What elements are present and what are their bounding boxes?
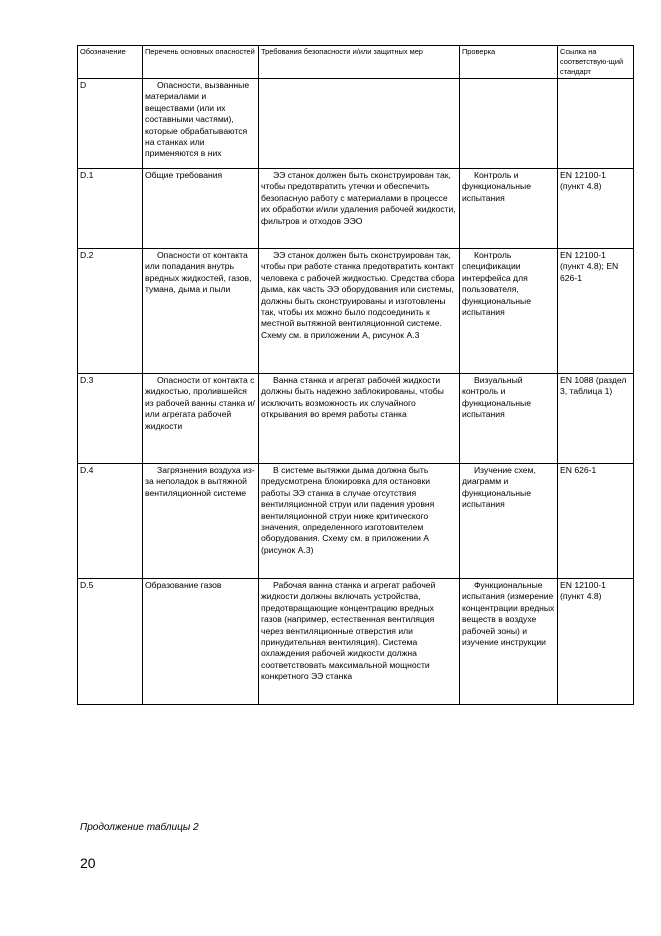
row-verification: Функциональные испытания (измерение концентрации вредных веществ в воздухе рабочей зоны) и изучение инструкции: [460, 579, 558, 705]
header-reference: Ссылка на соответствую-щий стандарт: [558, 46, 634, 79]
table-header-row: [78, 46, 634, 79]
row-reference: EN 12100-1 (пункт 4.8); EN 626-1: [558, 249, 634, 374]
row-code: D.1: [78, 169, 143, 249]
row-reference: EN 1088 (раздел 3, таблица 1): [558, 374, 634, 464]
table-row: [78, 464, 634, 579]
header-hazards: Перечень основных опасностей: [143, 46, 259, 79]
row-code: D.5: [78, 579, 143, 705]
table-row: [78, 79, 634, 169]
safety-requirements-table: [77, 45, 634, 705]
row-hazard: Опасности от контакта или попадания внутрь вредных жидкостей, газов, тумана, дыма и пыли: [143, 249, 259, 374]
header-designation: Обозначение: [78, 46, 143, 79]
header-requirements: Требования безопасности и/или защитных мер: [259, 46, 460, 79]
row-reference: EN 12100-1 (пункт 4.8): [558, 579, 634, 705]
row-code: D.4: [78, 464, 143, 579]
table-continuation-caption: Продолжение таблицы 2: [80, 822, 199, 833]
row-hazard: Общие требования: [143, 169, 259, 249]
row-requirement: ЭЭ станок должен быть сконструирован так, чтобы предотвратить утечки и обеспечить безопасную работу с материалами в процессе их обработки и/или удаления рабочей жидкости, фильтров и отходов ЭЭО: [259, 169, 460, 249]
page-number: 20: [80, 855, 96, 871]
table-row: [78, 374, 634, 464]
row-code: D.2: [78, 249, 143, 374]
row-verification: Изучение схем, диаграмм и функциональные испытания: [460, 464, 558, 579]
row-hazard: Образование газов: [143, 579, 259, 705]
table-row: [78, 249, 634, 374]
row-verification: Визуальный контроль и функциональные испытания: [460, 374, 558, 464]
row-verification: Контроль спецификации интерфейса для пользователя, функциональные испытания: [460, 249, 558, 374]
row-reference: EN 12100-1 (пункт 4.8): [558, 169, 634, 249]
row-hazard: Загрязнения воздуха из-за неполадок в вытяжной вентиляционной системе: [143, 464, 259, 579]
row-reference: EN 626-1: [558, 464, 634, 579]
header-verification: Проверка: [460, 46, 558, 79]
row-code: D.3: [78, 374, 143, 464]
row-hazard: Опасности от контакта с жидкостью, пролившейся из рабочей ванны станка и/или агрегата рабочей жидкости: [143, 374, 259, 464]
row-verification: [460, 79, 558, 169]
row-reference: [558, 79, 634, 169]
row-requirement: Рабочая ванна станка и агрегат рабочей жидкости должны включать устройства, предотвращающие концентрацию вредных газов (например, естественная вентиляция через вентиляционные отверстия или принудительная вентиляция). Система охлаждения рабочей жидкости должна соответствовать максимальной мощности конкретного ЭЭ станка: [259, 579, 460, 705]
row-requirement: ЭЭ станок должен быть сконструирован так, чтобы при работе станка предотвратить контакт человека с рабочей жидкостью. Средства сбора дыма, как часть ЭЭ оборудования или системы, должны быть сконструированы и изготовлены так, чтобы их можно было подсоединить к местной вытяжной вентиляционной системе. Схему см. в приложении А, рисунок А.3: [259, 249, 460, 374]
row-hazard: Опасности, вызванные материалами и веществами (или их составными частями), которые обрабатываются на станках или применяются в них: [143, 79, 259, 169]
table-row: [78, 169, 634, 249]
row-requirement: [259, 79, 460, 169]
row-code: D: [78, 79, 143, 169]
row-requirement: В системе вытяжки дыма должна быть предусмотрена блокировка для остановки работы ЭЭ станка в случае отсутствия вентиляционной струи или падения уровня вентиляционной струи ниже критического значения, определенного изготовителем оборудования. Схему см. в приложении А (рисунок А.3): [259, 464, 460, 579]
row-verification: Контроль и функциональные испытания: [460, 169, 558, 249]
row-requirement: Ванна станка и агрегат рабочей жидкости должны быть надежно заблокированы, чтобы исключить возможность их случайного открывания во время работы станка: [259, 374, 460, 464]
table-row: [78, 579, 634, 705]
